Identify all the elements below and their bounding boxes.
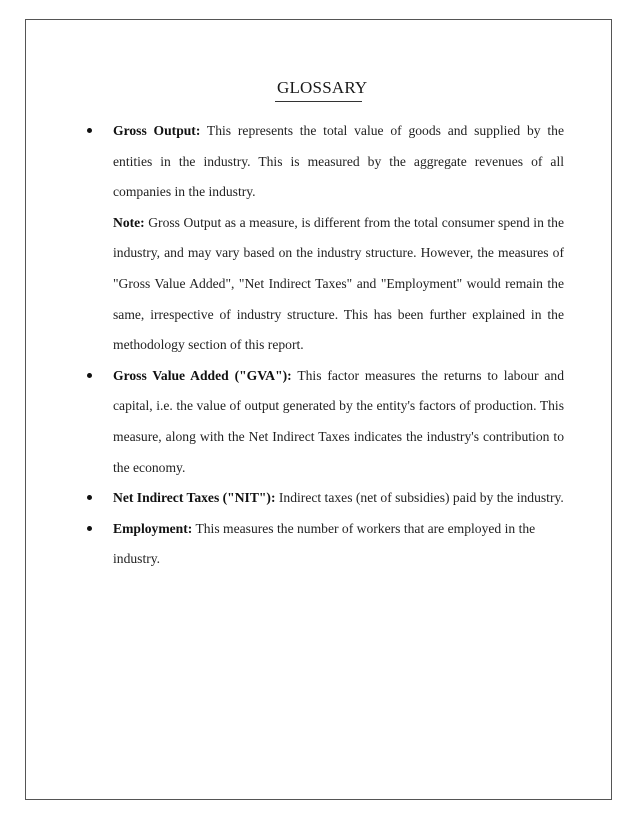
page-title: GLOSSARY: [277, 78, 368, 97]
bullet-icon: [87, 526, 92, 531]
glossary-definition: This measures the number of workers that are employed in the industry.: [113, 520, 536, 567]
glossary-definition: This factor measures the returns to labour and capital, i.e. the value of output generated by the entity's factors of production. This measure, along with the Net Indirect Taxes indicates the industry's contribution to the economy.: [113, 367, 564, 475]
glossary-term: Gross Output:: [113, 123, 201, 138]
note-label: Note:: [113, 214, 145, 230]
glossary-entry-nit: [87, 483, 564, 514]
glossary-entry-employment: [87, 514, 564, 575]
glossary-term: Gross Value Added ("GVA"):: [113, 367, 292, 383]
glossary-list: [87, 116, 564, 575]
bullet-icon: [87, 373, 92, 378]
bullet-icon: [87, 495, 92, 500]
document-page: [25, 19, 612, 800]
glossary-definition: Indirect taxes (net of subsidies) paid by the industry.: [278, 490, 564, 506]
glossary-term: Net Indirect Taxes ("NIT"):: [113, 490, 276, 506]
glossary-term: Employment:: [113, 520, 193, 536]
glossary-entry-gross-output: [87, 116, 564, 361]
glossary-definition: This represents the total value of goods and supplied by the entities in the industry. This is measured by the aggregate revenues of all companies in the industry.: [113, 123, 564, 200]
bullet-icon: [87, 128, 92, 133]
title-underline: [275, 101, 362, 102]
note-text: Gross Output as a measure, is different from the total consumer spend in the industry, and may vary based on the industry structure. However, the measures of "Gross Value Added", "Net Indirect Taxes" and "Employment" would remain the same, irrespective of industry structure. This has been further explained in the methodology section of this report.: [113, 214, 564, 353]
glossary-entry-gva: [87, 361, 564, 483]
